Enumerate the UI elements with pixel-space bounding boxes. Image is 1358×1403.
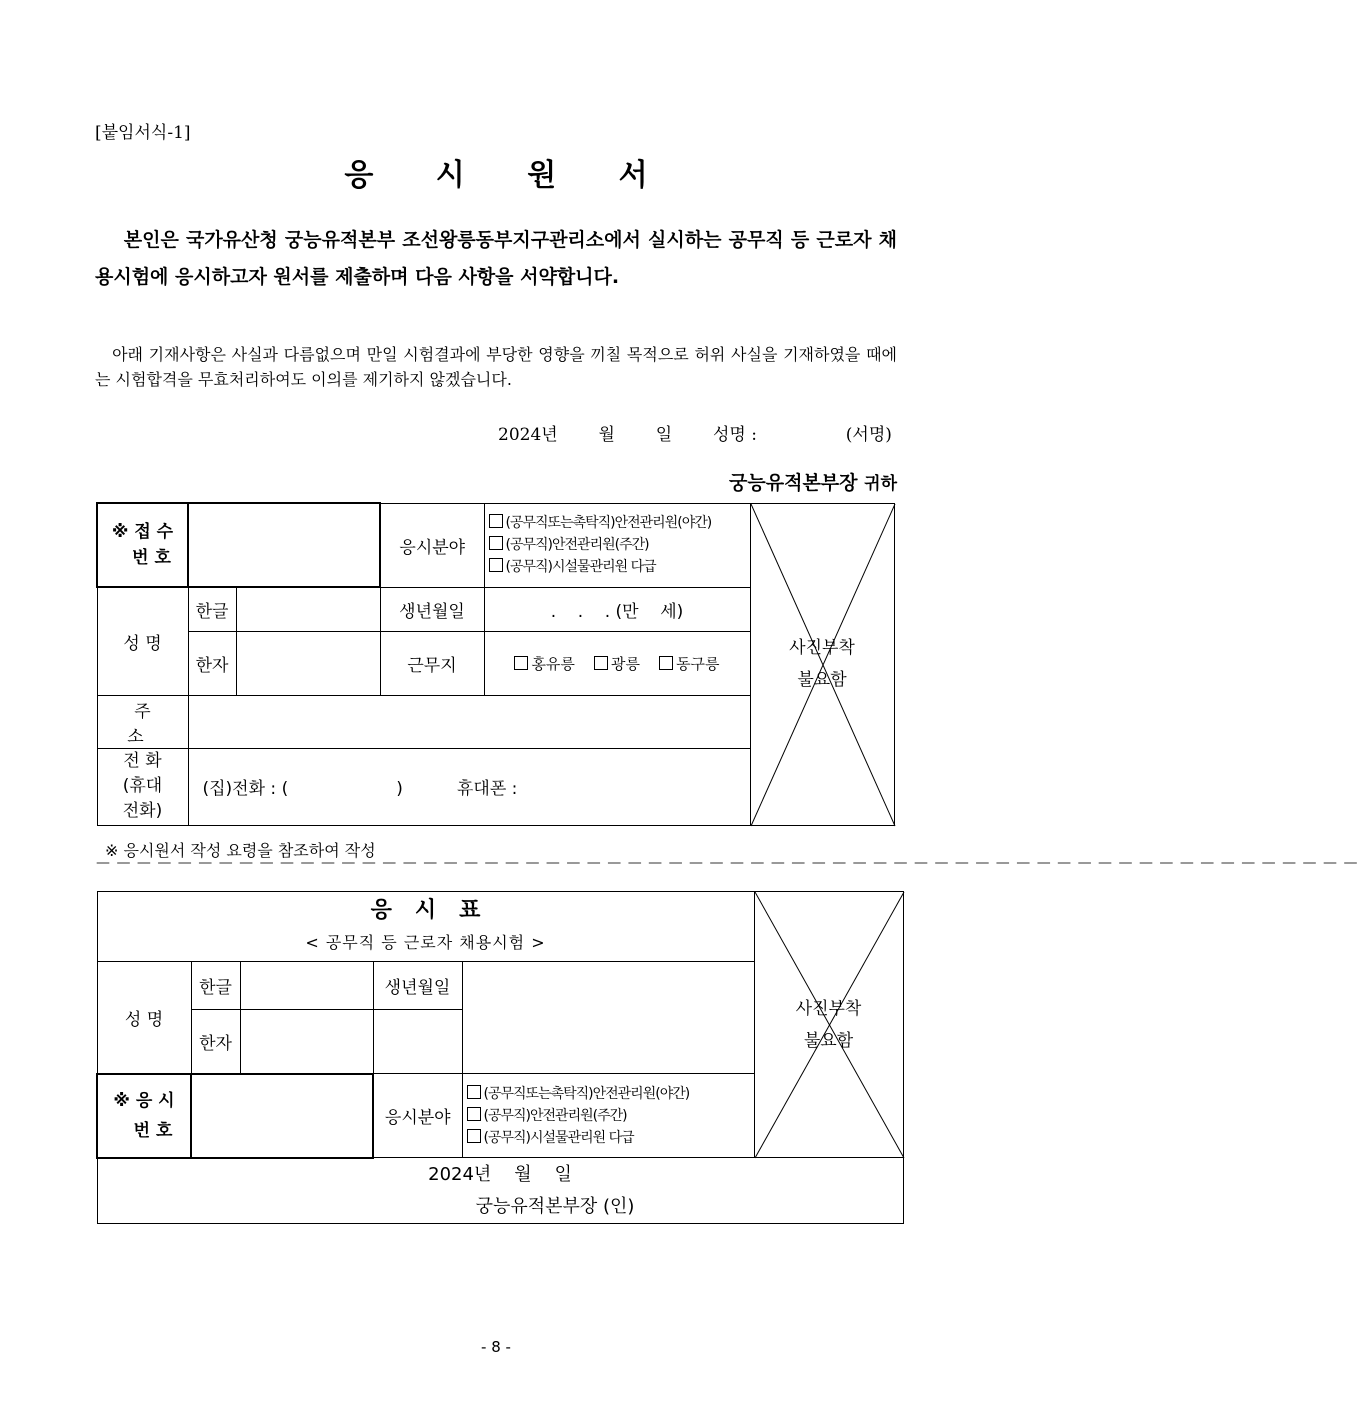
ticket-name-label: 성 명 xyxy=(97,962,191,1074)
attachment-label: [붙임서식-1] xyxy=(95,123,191,143)
phone-label xyxy=(97,748,188,825)
notice-body: 아래 기재사항은 사실과 다름없으며 만일 시험결과에 부당한 영향을 끼칠 목적으로 허위 사실을 기재하였을 때에는 시험합격을 무효처리하여도 이의를 제기하지 않겠습니다. xyxy=(95,345,897,389)
workplace-label-text: 광릉 xyxy=(611,654,640,673)
field-options xyxy=(484,503,750,587)
application-form xyxy=(96,502,895,826)
sign-name-label: 성명 : xyxy=(713,425,757,445)
phone-label-line2: (휴대 xyxy=(122,776,163,796)
field-option-label: (공무직)안전관리원(주간) xyxy=(483,1107,627,1124)
photo-text-line2: 불요함 xyxy=(797,670,847,690)
workplace-option[interactable] xyxy=(514,655,574,673)
ticket-hangul-label: 한글 xyxy=(191,962,240,1010)
field-option[interactable] xyxy=(489,512,750,534)
checkbox-icon xyxy=(659,656,673,670)
exam-no-label xyxy=(97,1074,191,1158)
recipient-honorific: 귀하 xyxy=(864,474,897,494)
notice-text xyxy=(95,342,897,392)
receipt-label-line2: 번 호 xyxy=(132,548,171,568)
sign-month: 월 xyxy=(598,425,615,445)
phone-field[interactable] xyxy=(188,748,750,825)
field-option[interactable] xyxy=(489,556,750,578)
ticket-photo-box xyxy=(754,892,903,1158)
ticket-hangul-field[interactable] xyxy=(240,962,373,1010)
home-phone-label: (집)전화 : ( ) xyxy=(202,779,403,799)
cut-line: — — — — — — — — — — — — — — — — — — — — — — — — — — — — — — — — — — — — — — — — — — — — — — — — — — — — — — — — — — — — — — xyxy=(96,855,1358,871)
ticket-field-label: 응시분야 xyxy=(373,1074,462,1158)
field-option-label: (공무직)시설물관리원 다급 xyxy=(505,559,656,575)
checkbox-icon xyxy=(467,1129,481,1143)
photo-text-line2: 불요함 xyxy=(803,1030,854,1051)
sign-mark: (서명) xyxy=(845,425,892,445)
workplace-label-text: 홍유릉 xyxy=(531,654,575,673)
pledge-body: 본인은 국가유산청 궁능유적본부 조선왕릉동부지구관리소에서 실시하는 공무직 등 근로자 채용시험에 응시하고자 원서를 제출하며 다음 사항을 서약합니다. xyxy=(95,229,897,288)
address-label: 주 소 xyxy=(97,695,188,748)
ticket-field-options xyxy=(462,1074,754,1158)
birth-label: 생년월일 xyxy=(380,587,484,631)
ticket-header xyxy=(97,892,754,962)
name-label: 성 명 xyxy=(97,587,188,695)
field-option-label: (공무직또는촉탁직)안전관리원(야간) xyxy=(505,515,712,531)
workplace-option[interactable] xyxy=(594,655,640,673)
ticket-issuer: 궁능유적본부장 (인) xyxy=(475,1195,635,1217)
form-note: ※ 응시원서 작성 요령을 참조하여 작성 xyxy=(105,841,376,860)
receipt-no-field[interactable] xyxy=(188,503,380,587)
ticket-date: 2024년 월 일 xyxy=(428,1163,572,1185)
pledge-text xyxy=(95,222,897,296)
workplace-option[interactable] xyxy=(659,655,719,673)
sign-day: 일 xyxy=(655,425,673,445)
ticket-blank-cell xyxy=(373,1010,462,1074)
hangul-label: 한글 xyxy=(188,587,236,631)
hanja-label: 한자 xyxy=(188,631,236,695)
photo-text-line1: 사진부착 xyxy=(795,998,862,1019)
receipt-no-label xyxy=(97,503,188,587)
ticket-subtitle: < 공무직 등 근로자 채용시험 > xyxy=(305,932,546,952)
exam-no-label-line2: 번 호 xyxy=(133,1120,173,1141)
exam-no-label-line1: ※ 응 시 xyxy=(113,1090,175,1111)
sign-year: 2024년 xyxy=(498,425,558,445)
photo-box xyxy=(750,503,894,825)
workplace-label: 근무지 xyxy=(380,631,484,695)
ticket-hanja-field[interactable] xyxy=(240,1010,373,1074)
exam-no-field[interactable] xyxy=(191,1074,373,1158)
checkbox-icon xyxy=(489,514,503,528)
hanja-name-field[interactable] xyxy=(236,631,380,695)
field-option[interactable] xyxy=(467,1105,754,1127)
mobile-label: 휴대폰 : xyxy=(456,779,518,799)
phone-label-line1: 전 화 xyxy=(123,751,162,771)
field-option-label: (공무직)안전관리원(주간) xyxy=(505,537,649,553)
hangul-name-field[interactable] xyxy=(236,587,380,631)
field-option-label: (공무직또는촉탁직)안전관리원(야간) xyxy=(483,1085,690,1102)
ticket-birth-label: 생년월일 xyxy=(373,962,462,1010)
phone-label-line3: 전화) xyxy=(122,801,163,821)
birth-field[interactable]: . . . (만 세) xyxy=(484,587,750,631)
checkbox-icon xyxy=(489,558,503,572)
page-number: - 8 - xyxy=(481,1338,511,1356)
ticket-hanja-label: 한자 xyxy=(191,1010,240,1074)
ticket-title: 응 시 표 xyxy=(370,897,481,923)
recipient xyxy=(729,468,897,495)
recipient-name: 궁능유적본부장 xyxy=(729,472,858,494)
checkbox-icon xyxy=(467,1107,481,1121)
document-title: 응 시 원 서 xyxy=(344,158,674,193)
workplace-label-text: 동구릉 xyxy=(676,654,720,673)
address-field[interactable] xyxy=(188,695,750,748)
checkbox-icon xyxy=(594,656,608,670)
field-option[interactable] xyxy=(467,1083,754,1105)
field-option-label: (공무직)시설물관리원 다급 xyxy=(483,1129,634,1146)
checkbox-icon xyxy=(514,656,528,670)
field-option[interactable] xyxy=(489,534,750,556)
workplace-options xyxy=(484,631,750,695)
field-option[interactable] xyxy=(467,1127,754,1149)
ticket-footer xyxy=(97,1158,903,1224)
receipt-label-line1: ※ 접 수 xyxy=(111,522,174,542)
photo-text-line1: 사진부착 xyxy=(789,638,855,658)
checkbox-icon xyxy=(467,1085,481,1099)
ticket-birth-field[interactable] xyxy=(462,962,754,1074)
checkbox-icon xyxy=(489,536,503,550)
field-label: 응시분야 xyxy=(380,503,484,587)
signature-line xyxy=(498,420,892,445)
exam-ticket xyxy=(96,891,904,1224)
